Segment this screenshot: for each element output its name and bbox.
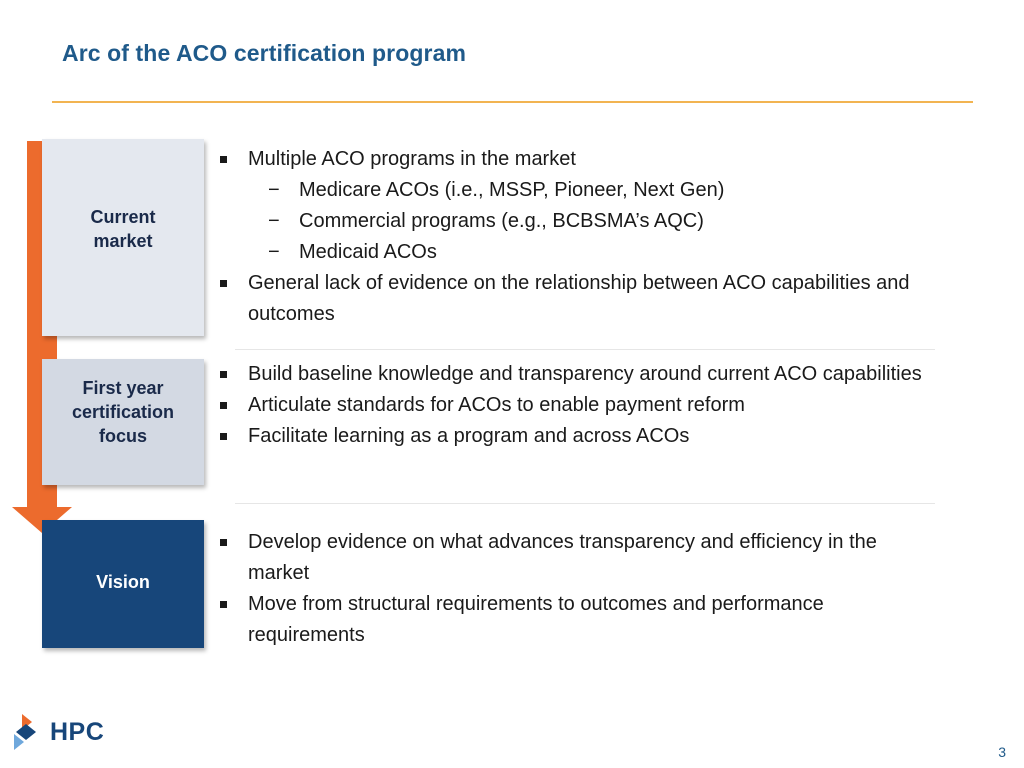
sub-bullet-text: Medicaid ACOs (299, 241, 437, 263)
slide-title: Arc of the ACO certification program (62, 40, 467, 66)
bullet-text: Facilitate learning as a program and across ACOs (248, 425, 690, 447)
hpc-logo (12, 712, 104, 752)
stage-vision (42, 520, 204, 648)
dash-marker: − (268, 179, 280, 201)
bullet-text: Multiple ACO programs in the market (248, 148, 576, 170)
bullet-text: Build baseline knowledge and transparency around current ACO capabilities (248, 363, 922, 385)
bullet-item (215, 527, 935, 589)
stage-current-market (42, 139, 204, 336)
sub-bullet-item (215, 206, 935, 237)
bullet-item (215, 421, 935, 452)
bullet-square-icon (220, 280, 227, 287)
current-market-section (215, 144, 935, 330)
sub-bullet-text: Medicare ACOs (i.e., MSSP, Pioneer, Next Gen) (299, 179, 725, 201)
bullet-square-icon (220, 601, 227, 608)
first-year-focus-section (215, 359, 935, 452)
bullet-item (215, 390, 935, 421)
bullet-square-icon (220, 539, 227, 546)
dash-marker: − (268, 210, 280, 232)
sub-bullet-text: Commercial programs (e.g., BCBSMA’s AQC) (299, 210, 704, 232)
section-divider (235, 349, 935, 350)
bullet-text: Articulate standards for ACOs to enable payment reform (248, 394, 745, 416)
bullet-text: Move from structural requirements to outcomes and performance requirements (248, 593, 824, 646)
bullet-item (215, 268, 935, 330)
stage-label: First year certification focus (71, 378, 175, 446)
stage-label: Vision (96, 572, 150, 592)
bullet-square-icon (220, 433, 227, 440)
logo-text: HPC (50, 717, 105, 746)
page-number: 3 (998, 744, 1006, 760)
bullet-text: General lack of evidence on the relationship between ACO capabilities and outcomes (248, 272, 910, 325)
stage-label: Current market (90, 206, 156, 251)
dash-marker: − (268, 241, 280, 263)
hpc-logo-icon (12, 712, 46, 752)
bullet-square-icon (220, 371, 227, 378)
bullet-square-icon (220, 402, 227, 409)
sub-bullet-item (215, 175, 935, 206)
vision-section (215, 527, 935, 651)
bullet-square-icon (220, 156, 227, 163)
bullet-item (215, 589, 935, 651)
sub-bullet-item (215, 237, 935, 268)
bullet-text: Develop evidence on what advances transparency and efficiency in the market (248, 531, 877, 584)
bullet-item (215, 359, 935, 390)
stage-first-year-focus (42, 359, 204, 485)
bullet-item (215, 144, 935, 175)
section-divider (235, 503, 935, 504)
